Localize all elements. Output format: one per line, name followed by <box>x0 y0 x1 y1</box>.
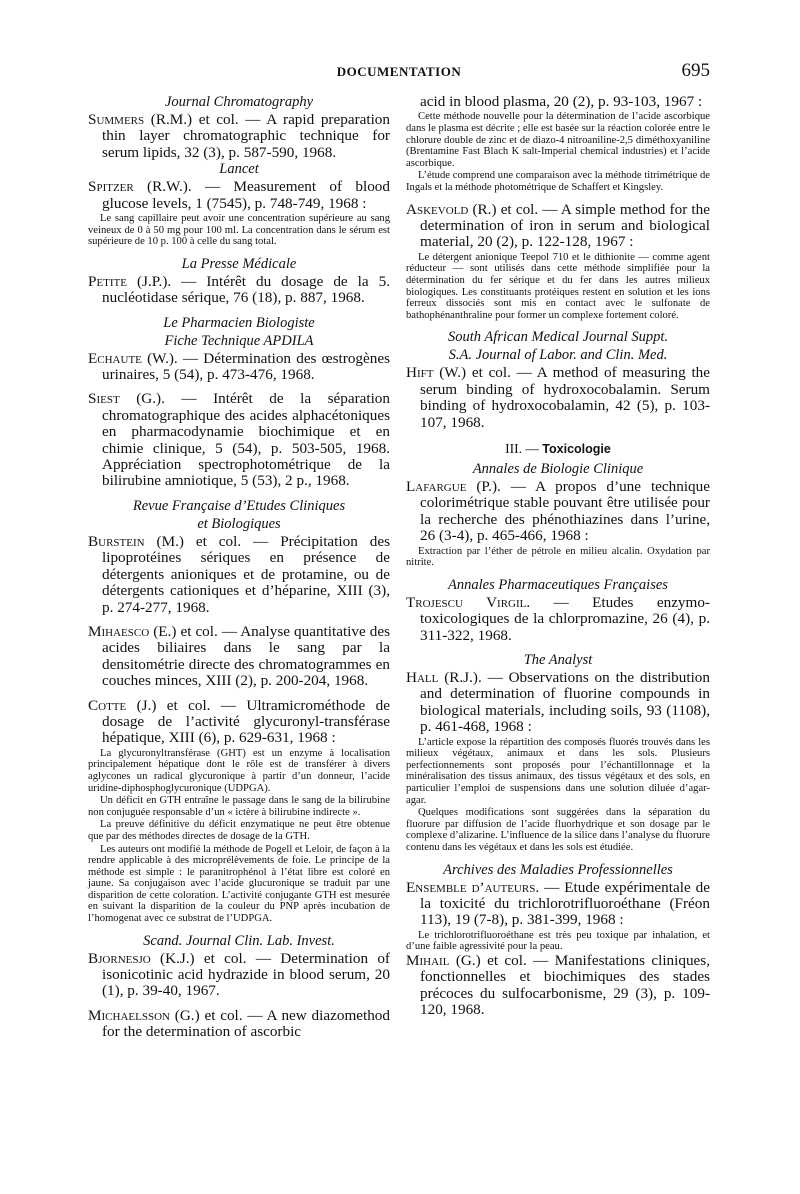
reference-text: (K.J.) et col. — Determination of isonicotinic acid hydrazide in blood serum, 20 (1), p. 39-40, 1967. <box>102 949 390 1000</box>
reference-text: (P.). — A propos d’une technique colorimétrique stable pouvant être utilisée pour la recherche des phénothiazines dans l’urine, 26 (3-4), p. 465-466, 1968 : <box>420 477 710 545</box>
author-name: Echaute <box>88 349 142 367</box>
author-name: Lafargue <box>406 477 467 495</box>
reference-text: (W.) et col. — A method of measuring the serum binding of hydroxocobalamin. Serum binding of hydroxocobalamin, 42 (5), p. 103-107, 1968. <box>420 364 710 431</box>
author-name: Siest <box>88 390 120 408</box>
spacer <box>88 925 390 933</box>
author-name: Mihail <box>406 951 450 969</box>
reference-text: (R.J.). — Observations on the distribution and determination of fluorine compounds in biological materials, including soils, 93 (1108), p. 461-468, 1968 : <box>420 669 710 736</box>
reference-text: (M.) et col. — Précipitation des lipoprotéines sériques en présence de détergents anioniques et de protamine, ou de détergents cationiques et d’héparine, XIII (3), p. 274-277, 1968. <box>102 532 390 616</box>
section-numeral: III. — <box>505 440 543 456</box>
journal-title: et Biologiques <box>197 515 281 532</box>
reference-entry <box>88 624 390 690</box>
spacer <box>406 644 710 652</box>
author-name: Askevold <box>406 200 469 218</box>
reference-entry <box>88 351 390 384</box>
reference-entry <box>88 534 390 616</box>
reference-entry <box>406 365 710 431</box>
journal-title: Le Pharmacien Biologiste <box>163 314 315 331</box>
reference-entry <box>88 112 390 161</box>
page-header <box>88 60 710 84</box>
author-name: Burstein <box>88 532 145 550</box>
journal-title: Lancet <box>219 161 259 178</box>
reference-text: (G.) et col. — A new diazomethod for the determination of ascorbic <box>102 1006 390 1041</box>
author-name: Cotte <box>88 696 127 714</box>
journal-title: La Presse Médicale <box>181 255 297 272</box>
reference-entry <box>406 880 710 929</box>
abstract-text: Le sang capillaire peut avoir une concentration supérieure au sang veineux de 0 à 50 mg pour 100 ml. La concentration dans le sérum est supérieure de 10 p. 100 à celle du sang total. <box>88 213 390 248</box>
author-name: Ensemble d’auteurs <box>406 878 536 896</box>
journal-title: Annales de Biologie Clinique <box>472 460 644 477</box>
spacer <box>88 490 390 498</box>
author-name: Bjornesjo <box>88 949 151 967</box>
reference-text: (G.). — Intérêt de la séparation chromatographique des acides alphacétoniques en pharmacodynamie biochimique et en chimie clinique, 5 (54), p. 503-505, 1968. Appréciation spectrophotométrique de la bilirubine amniotique, 5 (53), 2 p., 1968. <box>102 390 390 490</box>
spacer <box>406 431 710 439</box>
reference-text: (J.) et col. — Ultramicrométhode de dosage de l’activité glycuronyl-transférase hépatique, XIII (6), p. 629-631, 1968 : <box>102 696 390 747</box>
author-name: Summers <box>88 111 145 128</box>
journal-title: Fiche Technique APDILA <box>164 332 314 349</box>
journal-title: S.A. Journal of Labor. and Clin. Med. <box>448 347 668 364</box>
reference-entry <box>406 670 710 736</box>
abstract-text: Les auteurs ont modifié la méthode de Pogell et Leloir, de façon à la rendre applicable à des microprélèvements de foie. Le principe de la méthode est simple : le paranitrophénol à l’état libre est coloré en jaune. Sa conjugaison avec l’acide glucuronique se traduit par une disparition de cette coloration. L’activité conjugante GTH est mesurée en suivant la disparition de la couleur du PNP après incubation de l’homogenat avec ce substrat de l’UDPGA. <box>88 843 390 925</box>
author-name: Hall <box>406 669 439 686</box>
page-number: 695 <box>681 60 710 81</box>
reference-entry <box>88 1008 390 1041</box>
reference-text: (E.) et col. — Analyse quantitative des acides biliaires dans le sang par la densitométrie directe des chromatogrammes en couches minces, XIII (2), p. 200-204, 1968. <box>102 622 390 690</box>
abstract-text: L’article expose la répartition des composés fluorés trouvés dans les milieux végétaux, animaux et dans les sols. Plusieurs perfectionnements sont proposés pour l’échantillonnage et la minéralisation des tissus animaux, des tissus végétaux et des sols, en particulier l’emploi de suspensions dans une solution diluée d’agar-agar. <box>406 736 710 806</box>
reference-text: (W.). — Détermination des œstrogènes urinaires, 5 (54), p. 473-476, 1968. <box>102 349 390 384</box>
reference-entry <box>406 202 710 251</box>
journal-title: Journal Chromatography <box>164 94 314 110</box>
reference-text: (R.) et col. — A simple method for the determination of iron in serum and biological material, 20 (2), p. 122-128, 1967 : <box>420 200 710 251</box>
reference-entry <box>88 951 390 1000</box>
abstract-text: Le trichlorotrifluoroéthane est très peu toxique par inhalation, et d’une faible agressivité pour la peau. <box>406 929 710 953</box>
left-column <box>88 94 390 1041</box>
journal-title: South African Medical Journal Suppt. <box>447 329 669 346</box>
abstract-text: La preuve définitive du déficit enzymatique ne peut être obtenue que par des méthodes directes de dosage de la GTH. <box>88 819 390 842</box>
section-title: Toxicologie <box>542 441 611 456</box>
reference-text: (R.M.) et col. — A rapid preparation thin layer chromatographic technique for serum lipids, 32 (3), p. 587-590, 1968. <box>102 111 390 161</box>
journal-title: Archives des Maladies Professionnelles <box>443 861 673 878</box>
abstract-text: La glycuronyltransférase (GHT) est un enzyme à localisation principalement hépatique dont le rôle est de transférer à divers aglycones un radical glycuronique à partir d’un donneur, l’acide uridine-diphosphoglycuronique (UDPGA). <box>88 747 390 794</box>
reference-entry <box>88 391 390 489</box>
spacer <box>88 248 390 256</box>
reference-entry <box>88 274 390 307</box>
abstract-text: Le détergent anionique Teepol 710 et le dithionite — comme agent réducteur — sont utilisés dans cette méthode simplifiée pour la détermination du fer sérique et du fer dans les autres milieux biologiques. Les constituants protéiques restent en solution et les ions ferreux dissociés sont mis en contact avec le sulfonate de bathophénanthraline pour former un complexe fortement coloré. <box>406 251 710 321</box>
author-name: Michaelsson <box>88 1006 170 1024</box>
journal-title: The Analyst <box>523 652 593 668</box>
author-name: Mihaesco <box>88 622 150 640</box>
reference-entry <box>88 698 390 747</box>
reference-entry <box>406 953 710 1019</box>
author-name: Hift <box>406 364 434 382</box>
spacer <box>406 569 710 577</box>
abstract-text: Cette méthode nouvelle pour la détermination de l’acide ascorbique dans le plasma est décrite ; elle est basée sur la réaction colorée entre le chlorure double de zinc et de diazo-4 nitroaniline-2,5 diméthoxyaniline (Brentamine Fast Blach K salt-Imperial chemical industries) et l’acide ascorbique. <box>406 111 710 169</box>
right-column <box>406 94 710 1019</box>
reference-entry <box>406 479 710 545</box>
reference-text: . — Etude expérimentale de la toxicité du trichlorotrifluoroéthane (Fréon 113), 19 (7-8), p. 381-399, 1968 : <box>420 878 711 929</box>
author-name: Trojescu Virgil <box>406 593 527 611</box>
reference-entry <box>88 179 390 212</box>
reference-text: . — Etudes enzymo-toxicologiques de la chlorpromazine, 26 (4), p. 311-322, 1968. <box>420 593 710 644</box>
reference-entry <box>406 595 710 644</box>
journal-title: Annales Pharmaceutiques Françaises <box>448 576 668 593</box>
running-title: DOCUMENTATION <box>336 64 462 79</box>
spacer <box>88 307 390 315</box>
abstract-text: Extraction par l’éther de pétrole en milieu alcalin. Oxydation par nitrite. <box>406 545 710 569</box>
journal-title: Revue Française d’Etudes Cliniques <box>132 497 346 514</box>
abstract-text: Quelques modifications sont suggérées dans la séparation du fluorure par diffusion de l’acide fluorhydrique et son dosage par le complexe d’alizarine. L’influence de la silice dans l’analyse du fluorure contenu dans les végétaux et dans les sols est étudiée. <box>406 807 710 853</box>
reference-text: (R.W.). — Measurement of blood glucose levels, 1 (7545), p. 748-749, 1968 : <box>102 178 390 212</box>
reference-text: (J.P.). — Intérêt du dosage de la 5. nucléotidase sérique, 76 (18), p. 887, 1968. <box>102 272 390 307</box>
section-heading <box>406 441 710 457</box>
abstract-text: Un déficit en GTH entraîne le passage dans le sang de la bilirubine non conjuguée responsable d’un « ictère à bilirubine indirecte ». <box>88 795 390 818</box>
abstract-text: L’étude comprend une comparaison avec la méthode titrimétrique de Ingals et la méthode photométrique de Schaffert et Kingsley. <box>406 170 710 193</box>
author-name: Spitzer <box>88 178 134 196</box>
author-name: Petite <box>88 272 127 290</box>
reference-continuation: acid in blood plasma, 20 (2), p. 93-103, 1967 : <box>420 93 703 110</box>
reference-text: (G.) et col. — Manifestations cliniques, fonctionnelles et biochimiques des stades précoces du sulfocarbonisme, 29 (3), p. 109-120, 1968. <box>420 951 710 1019</box>
journal-title: Scand. Journal Clin. Lab. Invest. <box>143 932 335 949</box>
spacer <box>406 321 710 329</box>
spacer <box>406 854 710 862</box>
